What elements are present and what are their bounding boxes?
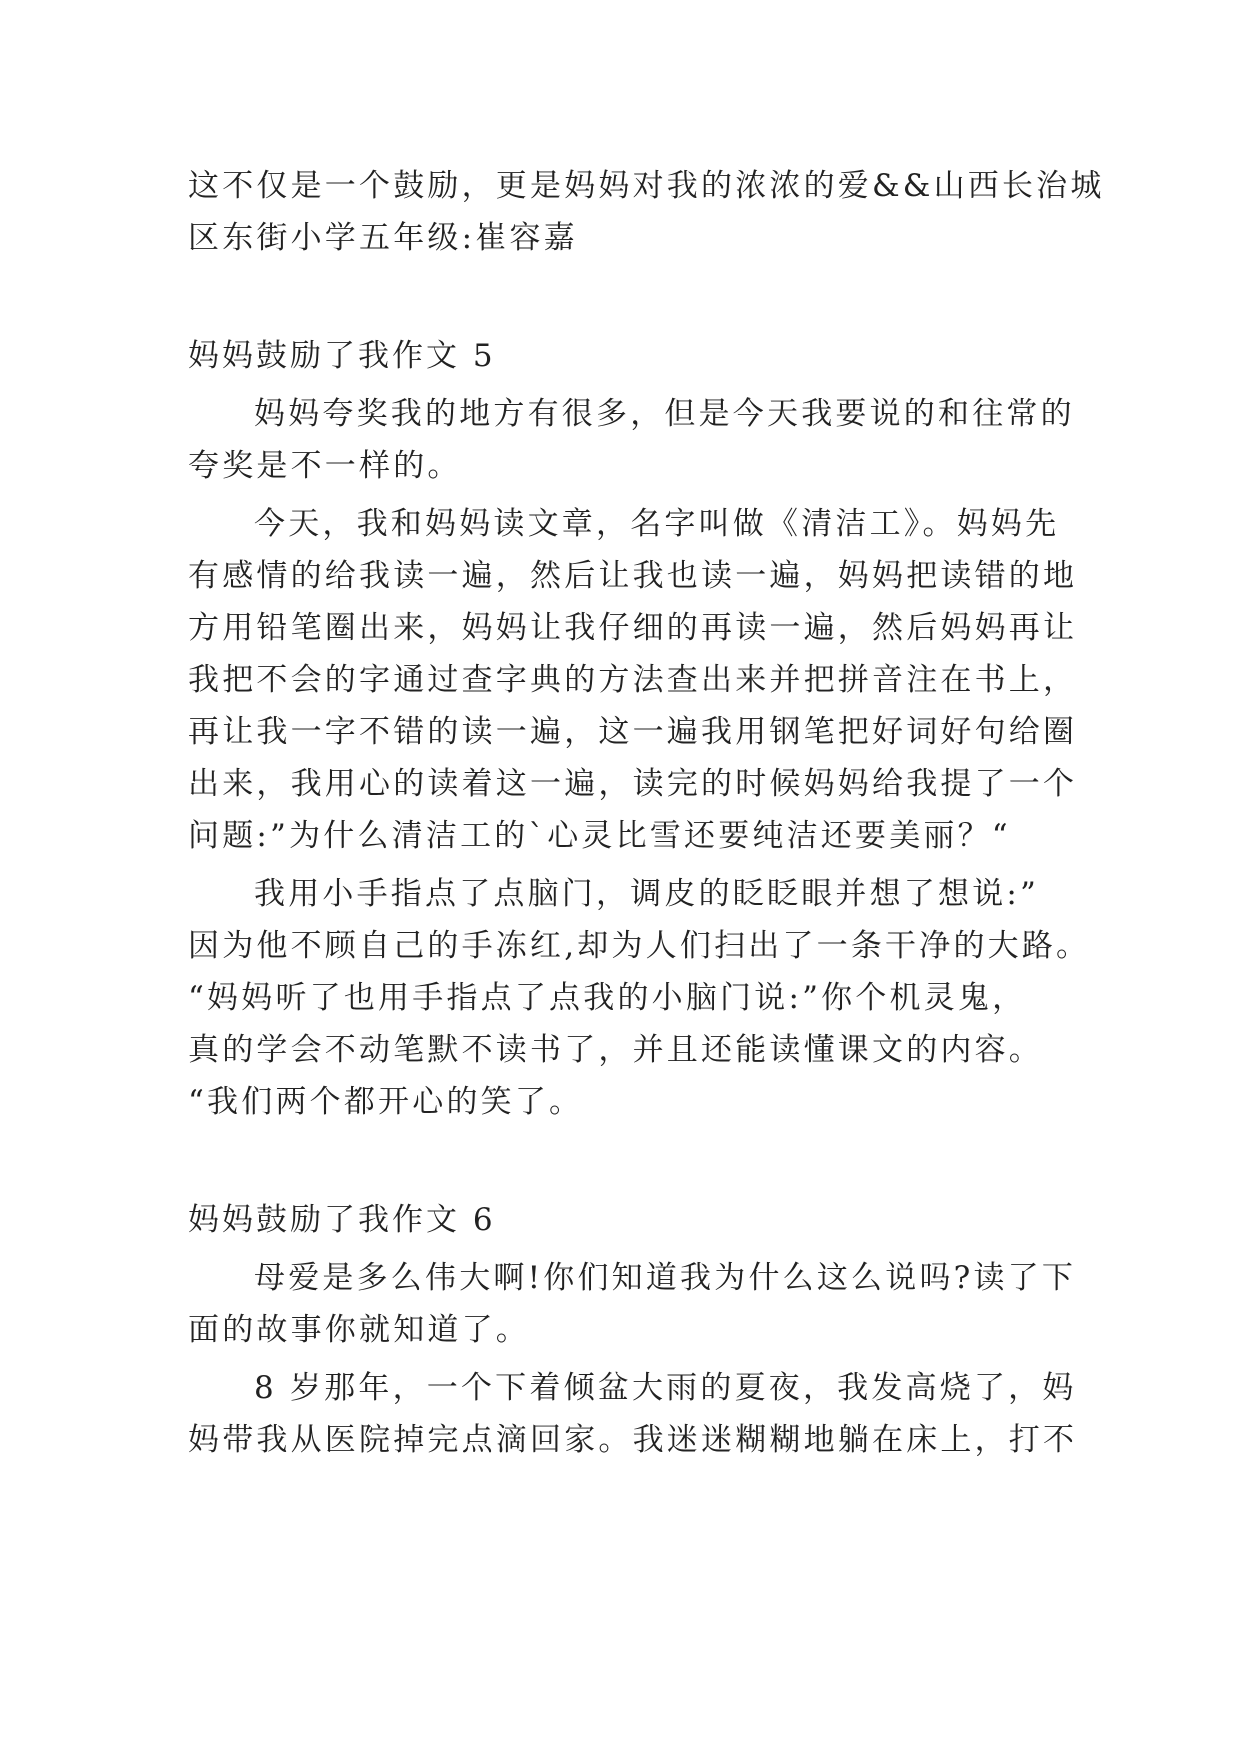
essay-5-paragraph-1 [188, 388, 1075, 492]
text-line: 区东街小学五年级:崔容嘉 [188, 220, 578, 256]
text-line: 方用铅笔圈出来，妈妈让我仔细的再读一遍，然后妈妈再让 [188, 610, 1078, 646]
text-line: “妈妈听了也用手指点了点我的小脑门说:”你个机灵鬼， [188, 980, 1027, 1016]
text-line: 真的学会不动笔默不读书了，并且还能读懂课文的内容。 [188, 1032, 1043, 1068]
intro-paragraph [188, 160, 1105, 264]
text-line: 妈带我从医院掉完点滴回家。我迷迷糊糊地躺在床上，打不 [188, 1422, 1078, 1458]
text-line: 妈妈夸奖我的地方有很多，但是今天我要说的和往常的 [254, 396, 1075, 432]
essay-5 [188, 330, 1091, 1128]
text-line: 今天，我和妈妈读文章，名字叫做《清洁工》。妈妈先 [254, 506, 1060, 542]
text-line: 我用小手指点了点脑门，调皮的眨眨眼并想了想说:” [254, 876, 1040, 912]
text-line: 夸奖是不一样的。 [188, 448, 462, 484]
essay-6-paragraph-2 [188, 1362, 1078, 1466]
text-line: 因为他不顾自己的手冻红,却为人们扫出了一条干净的大路。 [188, 928, 1091, 964]
essay-6-paragraph-1 [188, 1252, 1077, 1356]
essay-6-title: 妈妈鼓励了我作文 6 [188, 1202, 496, 1238]
text-line: 问题:”为什么清洁工的`心灵比雪还要纯洁还要美丽？“ [188, 818, 1011, 854]
text-line: 有感情的给我读一遍，然后让我也读一遍，妈妈把读错的地 [188, 558, 1078, 594]
essay-5-paragraph-2 [188, 498, 1078, 862]
essay-6 [188, 1194, 1078, 1466]
text-line: 面的故事你就知道了。 [188, 1312, 530, 1348]
essay-5-title: 妈妈鼓励了我作文 5 [188, 338, 496, 374]
text-line: 我把不会的字通过查字典的方法查出来并把拼音注在书上， [188, 662, 1078, 698]
text-line: 8 岁那年，一个下着倾盆大雨的夏夜，我发高烧了，妈 [254, 1370, 1077, 1406]
document-page [188, 160, 1105, 1466]
text-line: 这不仅是一个鼓励，更是妈妈对我的浓浓的爱&&山西长治城 [188, 168, 1105, 204]
text-line: 再让我一字不错的读一遍，这一遍我用钢笔把好词好句给圈 [188, 714, 1078, 750]
text-line: “我们两个都开心的笑了。 [188, 1084, 584, 1120]
essay-5-paragraph-3 [188, 868, 1091, 1128]
text-line: 母爱是多么伟大啊!你们知道我为什么这么说吗?读了下 [254, 1260, 1077, 1296]
text-line: 出来，我用心的读着这一遍，读完的时候妈妈给我提了一个 [188, 766, 1078, 802]
